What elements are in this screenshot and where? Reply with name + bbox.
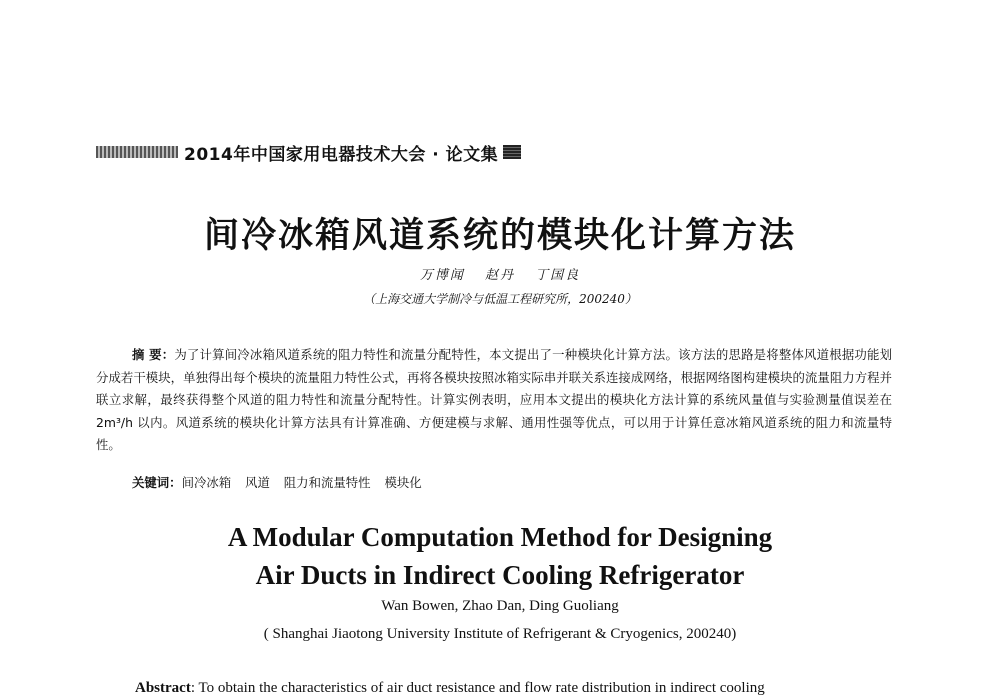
keywords-cn-label: 关键词： <box>132 475 182 490</box>
authors-cn: 万博闻 赵丹 丁国良 <box>419 268 581 283</box>
paper-title-en-line1: A Modular Computation Method for Designing <box>227 522 773 552</box>
abstract-cn-label: 摘 要： <box>132 347 175 362</box>
header-end-mark <box>503 145 521 159</box>
abstract-en-text: : To obtain the characteristics of air duct resistance and flow rate distribution in indirect cooling <box>190 680 765 696</box>
affiliation-cn: （上海交通大学制冷与低温工程研究所，200240） <box>363 292 637 306</box>
header-decoration-bar <box>96 146 178 158</box>
conference-header <box>96 140 521 164</box>
abstract-en <box>135 680 895 697</box>
paper-title-cn: 间冷冰箱风道系统的模块化计算方法 <box>203 215 796 256</box>
abstract-cn-text: 为了计算间冷冰箱风道系统的阻力特性和流量分配特性，本文提出了一种模块化计算方法。该方法的思路是将整体风道根据功能划分成若干模块，单独得出每个模块的流量阻力特性公式，再将各模块按照冰箱实际串并联关系连接成网络，根据网络图构建模块的流量阻力方程并联立求解，最终获得整个风道的阻力特性和流量分配特性。计算实例表明，应用本文提出的模块化方法计算的系统风量值与实验测量值误差在 2m³/h 以内。风道系统的模块化计算方法具有计算准确、方便建模与求解、通用性强等优点，可以用于计算任意冰箱风道系统的阻力和流量特性。 <box>96 347 892 453</box>
affiliation-en: ( Shanghai Jiaotong University Institute of Refrigerant & Cryogenics, 200240) <box>263 626 737 642</box>
keywords-cn <box>132 472 892 494</box>
abstract-cn <box>96 344 892 457</box>
keywords-cn-items: 间冷冰箱 风道 阻力和流量特性 模块化 <box>181 475 422 490</box>
paper-title-en-line2: Air Ducts in Indirect Cooling Refrigerator <box>255 560 745 590</box>
authors-en: Wan Bowen, Zhao Dan, Ding Guoliang <box>381 598 619 614</box>
conference-title: 2014年中国家用电器技术大会 · 论文集 <box>184 144 499 165</box>
abstract-en-label: Abstract <box>135 680 191 696</box>
